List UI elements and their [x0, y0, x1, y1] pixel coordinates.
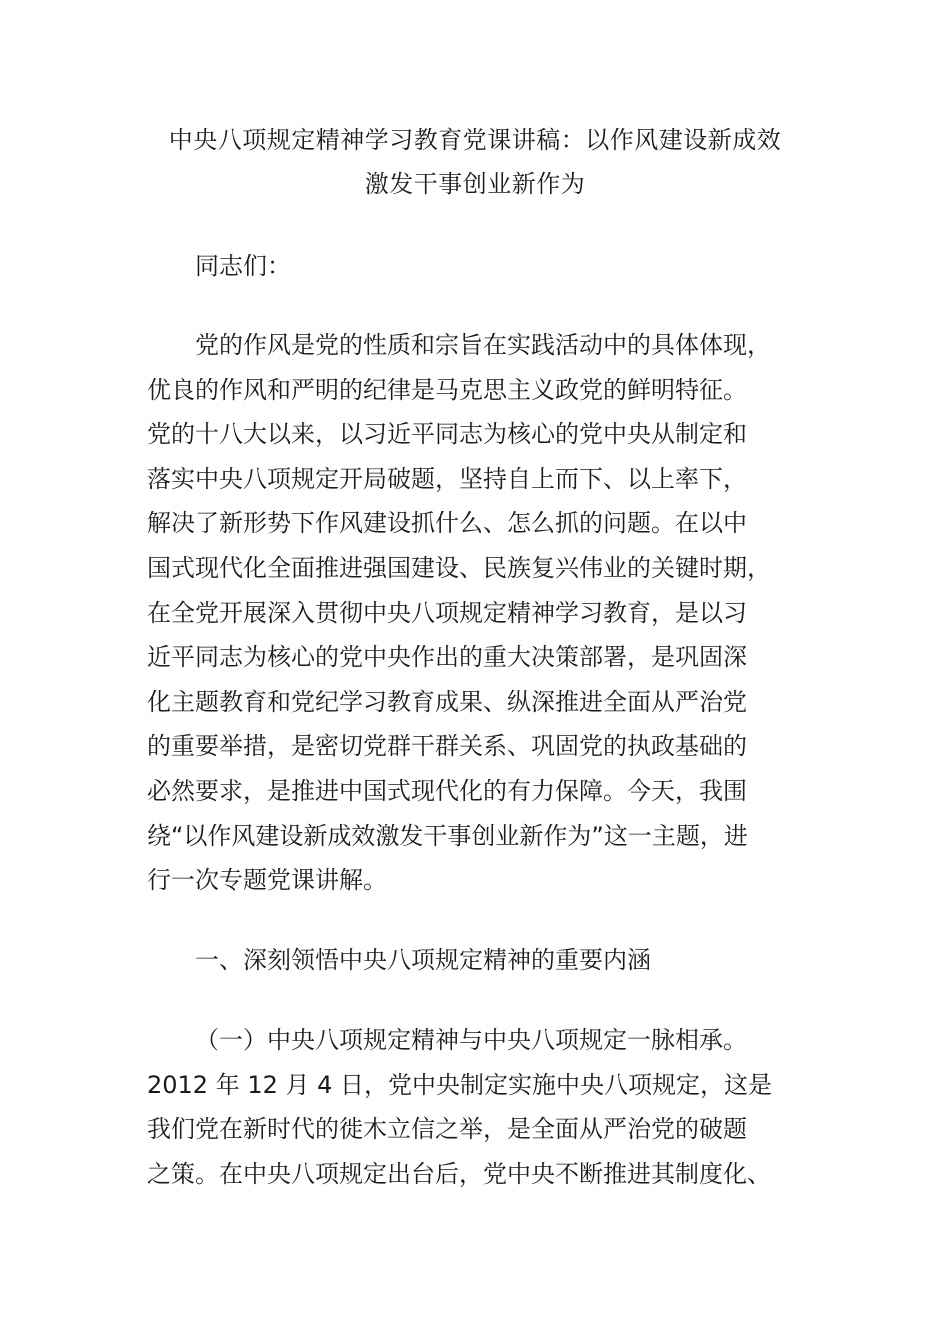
section-heading-text: 一、深刻领悟中央八项规定精神的重要内涵: [195, 946, 651, 974]
paragraph-line: 化主题教育和党纪学习教育成果、纵深推进全面从严治党: [147, 687, 747, 716]
section-paragraph: [147, 1018, 817, 1196]
greeting-text: 同志们：: [195, 252, 291, 280]
paragraph-line: 行一次专题党课讲解。: [147, 866, 387, 895]
paragraph-line: 国式现代化全面推进强国建设、民族复兴伟业的关键时期，: [147, 553, 771, 582]
paragraph-line: 绕“以作风建设新成效激发干事创业新作为”这一主题，进: [147, 821, 748, 850]
paragraph-line: 优良的作风和严明的纪律是马克思主义政党的鲜明特征。: [147, 375, 747, 404]
section-heading: [147, 938, 817, 983]
paragraph-line: 2012 年 12 月 4 日，党中央制定实施中央八项规定，这是: [147, 1070, 773, 1099]
title-line-1: 中央八项规定精神学习教育党课讲稿：以作风建设新成效: [168, 126, 782, 154]
paragraph-line: 党的十八大以来，以习近平同志为核心的党中央从制定和: [147, 420, 747, 449]
paragraph-line: 之策。在中央八项规定出台后，党中央不断推进其制度化、: [147, 1159, 771, 1188]
paragraph-line: 的重要举措，是密切党群干群关系、巩固党的执政基础的: [147, 732, 747, 761]
paragraph-line: 党的作风是党的性质和宗旨在实践活动中的具体体现，: [195, 331, 771, 359]
greeting-paragraph: [147, 244, 817, 289]
intro-paragraph: [147, 323, 817, 903]
paragraph-line: 我们党在新时代的徙木立信之举，是全面从严治党的破题: [147, 1115, 747, 1144]
paragraph-line: 必然要求，是推进中国式现代化的有力保障。今天，我围: [147, 776, 747, 805]
paragraph-line: 近平同志为核心的党中央作出的重大决策部署，是巩固深: [147, 643, 747, 672]
paragraph-line: 落实中央八项规定开局破题，坚持自上而下、以上率下，: [147, 464, 747, 493]
title-line-2: 激发干事创业新作为: [364, 170, 586, 198]
paragraph-line: 在全党开展深入贯彻中央八项规定精神学习教育，是以习: [147, 598, 747, 627]
paragraph-line: 解决了新形势下作风建设抓什么、怎么抓的问题。在以中: [147, 509, 747, 538]
paragraph-line: （一）中央八项规定精神与中央八项规定一脉相承。: [195, 1026, 747, 1054]
document-title: [140, 118, 810, 206]
